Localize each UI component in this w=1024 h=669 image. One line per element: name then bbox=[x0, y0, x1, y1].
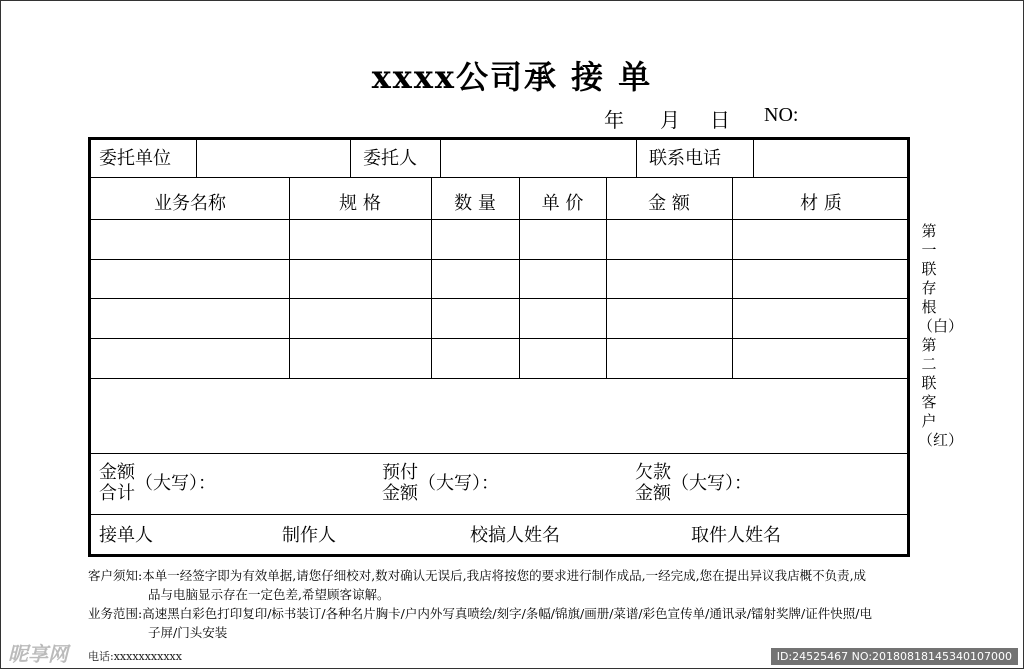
client-label: 委托人 bbox=[363, 148, 417, 169]
proofreader-label: 校搞人姓名 bbox=[470, 525, 560, 546]
phone-label: 联系电话 bbox=[649, 148, 721, 169]
col-header-material: 材 质 bbox=[800, 193, 842, 214]
row-divider bbox=[91, 219, 907, 220]
notice-text: 本单一经签字即为有效单据,请您仔细校对,数对确认无误后,我店将按您的要求进行制作成品,一经完成,您在提出异议我店概不负责,成 bbox=[142, 568, 867, 583]
col-divider bbox=[440, 140, 441, 177]
scope-row bbox=[88, 604, 918, 623]
row-divider bbox=[91, 338, 907, 339]
date-year-label: 年 bbox=[604, 108, 624, 132]
prepay-label-line2: 金额 bbox=[382, 483, 418, 504]
col-header-spec: 规 格 bbox=[339, 193, 381, 214]
prepay-caps-label: （大写）： bbox=[418, 473, 499, 494]
row-divider bbox=[91, 378, 907, 379]
col-divider bbox=[350, 140, 351, 177]
order-form-table bbox=[88, 137, 910, 557]
total-label-line1: 金额 bbox=[99, 462, 135, 483]
receiver-label: 接单人 bbox=[99, 525, 153, 546]
date-day-label: 日 bbox=[710, 108, 730, 132]
row-divider bbox=[91, 259, 907, 260]
client-unit-label: 委托单位 bbox=[99, 148, 171, 169]
row-divider bbox=[91, 177, 907, 178]
col-divider bbox=[196, 140, 197, 177]
watermark-id: ID:24525467 NO:20180818145340107000 bbox=[771, 648, 1018, 665]
notice-label: 客户须知: bbox=[88, 568, 143, 583]
balance-label bbox=[635, 464, 671, 503]
phone-footer: 电话:xxxxxxxxxxx bbox=[88, 650, 182, 663]
row-divider bbox=[91, 298, 907, 299]
col-header-amount: 金 额 bbox=[648, 193, 690, 214]
watermark-bar bbox=[0, 642, 1024, 669]
col-header-unit-price: 单 价 bbox=[541, 193, 584, 214]
col-header-quantity: 数 量 bbox=[454, 193, 496, 214]
prepay-label-line1: 预付 bbox=[382, 462, 418, 483]
order-number-label: NO: bbox=[764, 104, 799, 126]
total-caps-label: （大写）： bbox=[135, 473, 216, 494]
notice-row bbox=[88, 566, 918, 585]
picker-label: 取件人姓名 bbox=[691, 525, 781, 546]
total-label-line2: 合计 bbox=[99, 483, 135, 504]
total-label bbox=[99, 464, 135, 503]
prepay-label bbox=[382, 464, 418, 503]
scope-label: 业务范围: bbox=[88, 606, 143, 621]
scope-text-cont: 子屏/门头安装 bbox=[148, 625, 228, 640]
col-divider bbox=[636, 140, 637, 177]
form-title: xxxx公司承 接 单 bbox=[371, 58, 653, 96]
watermark-logo: 昵享网 bbox=[8, 642, 68, 666]
row-divider bbox=[91, 453, 907, 454]
notice-text-cont: 品与电脑显示存在一定色差,希望顾客谅解。 bbox=[148, 587, 390, 602]
copy-designation-text: 第一联存根（白）第二联客户（红） bbox=[918, 222, 964, 449]
balance-caps-label: （大写）： bbox=[671, 473, 752, 494]
date-month-label: 月 bbox=[660, 108, 680, 132]
col-header-item-name: 业务名称 bbox=[154, 193, 226, 214]
row-divider bbox=[91, 514, 907, 515]
col-divider bbox=[753, 140, 754, 177]
scope-text: 高速黑白彩色打印复印/标书装订/各种名片胸卡/户内外写真喷绘/刻字/条幅/锦旗/画册/菜谱/彩色宣传单/通讯录/镭射奖牌/证件快照/电 bbox=[142, 606, 872, 621]
notes-section bbox=[88, 566, 918, 642]
balance-label-line1: 欠款 bbox=[635, 462, 671, 483]
balance-label-line2: 金额 bbox=[635, 483, 671, 504]
maker-label: 制作人 bbox=[282, 525, 336, 546]
